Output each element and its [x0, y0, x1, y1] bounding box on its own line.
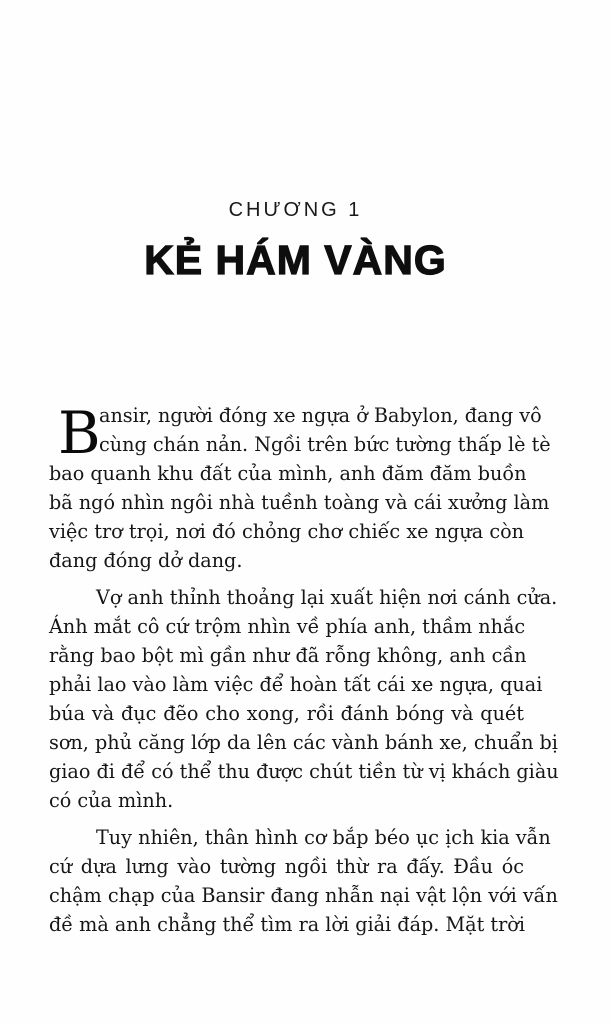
text-line: đề mà anh chẳng thể tìm ra lời giải đáp. Mặt trời: [49, 913, 525, 936]
text-line: phải lao vào làm việc để hoàn tất cái xe ngựa, quai: [49, 673, 543, 696]
text-line: đang đóng dở dang.: [49, 549, 243, 572]
text-line: rằng bao bột mì gần như đã rỗng không, anh cần: [49, 644, 527, 667]
text-line: việc trơ trọi, nơi đó chỏng chơ chiếc xe ngựa còn: [49, 520, 524, 543]
chapter-number: CHƯƠNG 1: [228, 199, 363, 221]
text-line: Vợ anh thỉnh thoảng lại xuất hiện nơi cánh cửa.: [96, 586, 558, 609]
text-line: búa và đục đẽo cho xong, rồi đánh bóng và quét: [49, 702, 524, 725]
text-line: cứ dựa lưng vào tường ngồi thừ ra đấy. Đầu óc: [49, 855, 524, 878]
text-line: Tuy nhiên, thân hình cơ bắp béo ục ịch kia vẫn: [96, 826, 551, 849]
chapter-title: KẺ HÁM VÀNG: [144, 237, 447, 283]
text-line: bao quanh khu đất của mình, anh đăm đăm buồn: [49, 462, 527, 485]
text-line: có của mình.: [49, 789, 174, 812]
drop-cap: B: [58, 399, 101, 467]
text-line: chậm chạp của Bansir đang nhẫn nại vật lộn với vấn: [49, 884, 558, 907]
chapter-body: [49, 399, 559, 947]
text-line: sơn, phủ căng lớp da lên các vành bánh xe, chuẩn bị: [49, 731, 558, 754]
text-line: giao đi để có thể thu được chút tiền từ vị khách giàu: [49, 760, 559, 783]
text-line: Ánh mắt cô cứ trộm nhìn về phía anh, thầm nhắc: [49, 615, 526, 638]
text-line: bã ngó nhìn ngôi nhà tuềnh toàng và cái xưởng làm: [49, 491, 550, 514]
paragraph-2: [49, 583, 559, 815]
text-line: ansir, người đóng xe ngựa ở Babylon, đang vô: [99, 404, 542, 427]
paragraph-3: [49, 823, 558, 939]
paragraph-1: [49, 399, 551, 575]
text-line: cùng chán nản. Ngồi trên bức tường thấp lè tè: [99, 433, 551, 456]
